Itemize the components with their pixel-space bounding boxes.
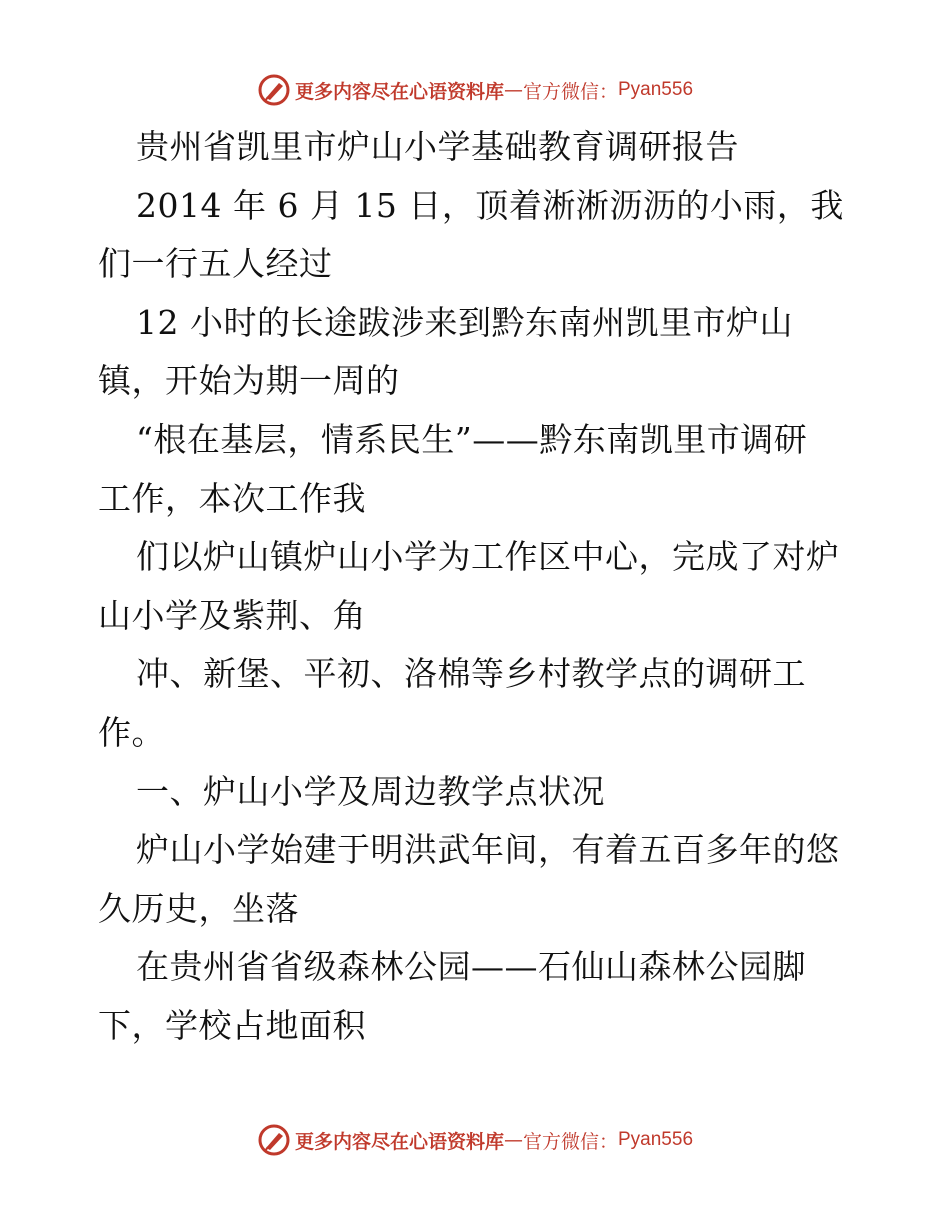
watermark-brand: 更多内容尽在心语资料库	[294, 80, 504, 103]
text-line: 冲、新堡、平初、洛棉等乡村教学点的调研工	[136, 654, 806, 694]
text-line: 炉山小学始建于明洪武年间，有着五百多年的悠	[136, 830, 840, 870]
watermark-wechat-label: 官方微信：	[522, 80, 618, 103]
watermark-footer	[0, 1120, 950, 1160]
text-line: “根在基层，情系民生”——黔东南凯里市调研	[136, 419, 808, 459]
text-line: 山小学及紫荆、角	[98, 595, 366, 635]
watermark-wechat-label: 官方微信：	[522, 1130, 618, 1153]
watermark-separator: —	[503, 1129, 523, 1151]
pen-logo-icon	[257, 1123, 291, 1157]
watermark-separator: —	[503, 79, 523, 101]
text-line: 镇，开始为期一周的	[98, 361, 400, 401]
text-line: 作。	[98, 712, 165, 752]
watermark-handle: Pyan556	[618, 79, 694, 100]
text-line: 2014 年 6 月 15 日，顶着淅淅沥沥的小雨，我	[136, 185, 844, 225]
section-heading: 一、炉山小学及周边教学点状况	[136, 771, 605, 811]
text-line: 在贵州省省级森林公园——石仙山森林公园脚	[136, 947, 806, 987]
text-line: 12 小时的长途跋涉来到黔东南州凯里市炉山	[136, 302, 793, 342]
document-body	[98, 118, 858, 1056]
document-title: 贵州省凯里市炉山小学基础教育调研报告	[136, 127, 739, 166]
text-line: 们一行五人经过	[98, 244, 333, 284]
watermark-header	[0, 70, 950, 110]
watermark-brand: 更多内容尽在心语资料库	[294, 1130, 504, 1153]
text-line: 们以炉山镇炉山小学为工作区中心，完成了对炉	[136, 537, 840, 577]
pen-logo-icon	[257, 73, 291, 107]
text-line: 工作，本次工作我	[98, 478, 366, 518]
text-line: 下，学校占地面积	[98, 1005, 366, 1045]
watermark-handle: Pyan556	[618, 1129, 694, 1150]
text-line: 久历史，坐落	[98, 888, 299, 928]
